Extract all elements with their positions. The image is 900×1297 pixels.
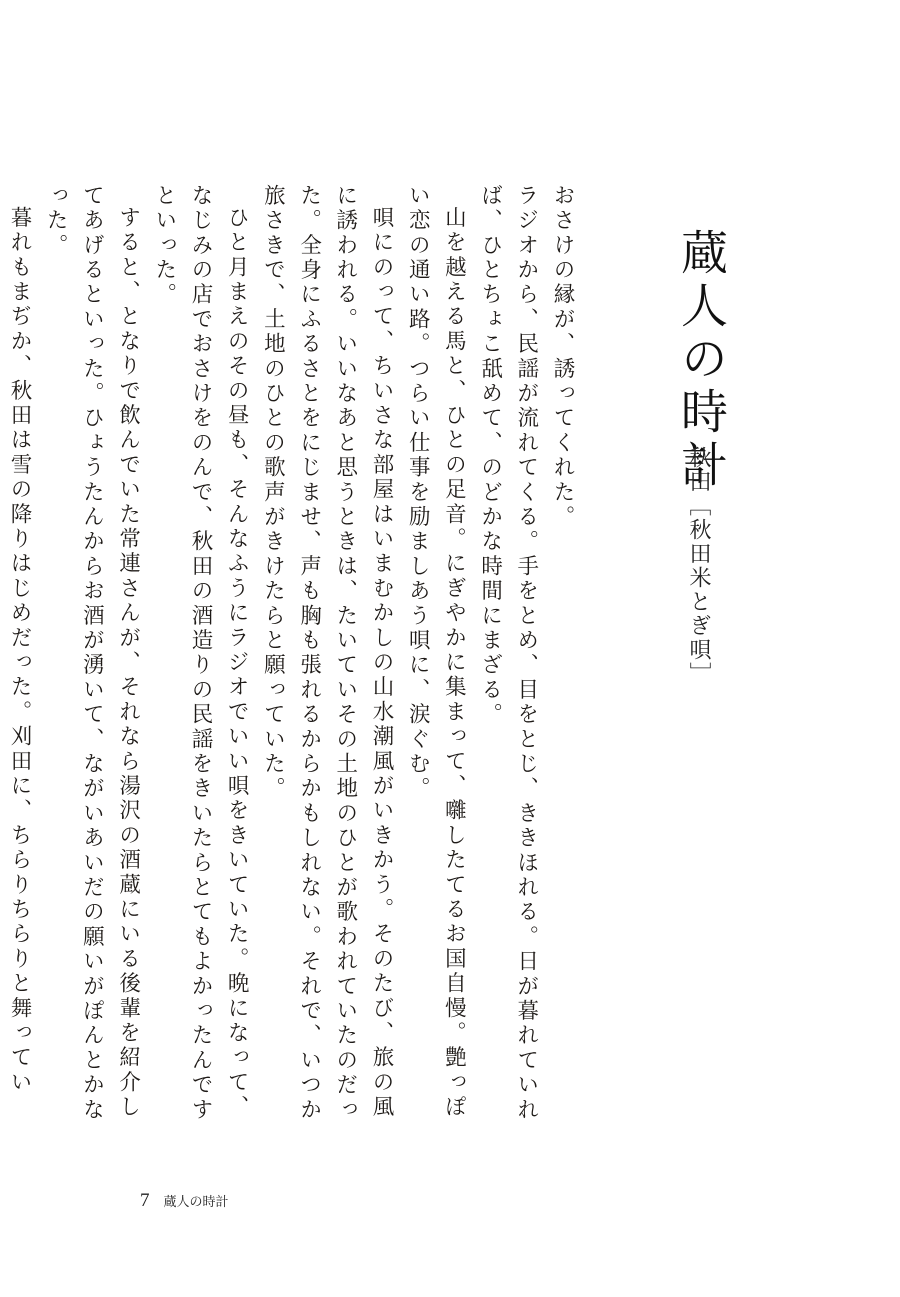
- page-number: 7: [140, 1190, 150, 1211]
- page-footer: [140, 1190, 229, 1214]
- body-text: [6, 184, 580, 1144]
- paragraph: 唄にのって、ちいさな部屋はいまむかしの山水潮風がいきかう。そのたび、旅の風に誘われる。いいなあと思うときは、たいていその土地のひとが歌われていたのだった。全身にふるさとをにじませ、声も胸も張れるからかもしれない。それで、いつか旅さきで、土地のひとの歌声がきけたらと願っていた。: [260, 184, 394, 1123]
- page-subtitle: 秋田［秋田米とぎ唄］: [686, 446, 711, 686]
- paragraph: 山を越える馬と、ひとの足音。にぎやかに集まって、囃したてるお国自慢。艶っぽい恋の通い路。つらい仕事を励ましあう唄に、涙ぐむ。: [405, 184, 467, 1120]
- paragraph: おさけの縁が、誘ってくれた。: [550, 184, 575, 530]
- paragraph: 暮れもまぢか、秋田は雪の降りはじめだった。刈田に、ちらりちらりと舞ってい: [6, 205, 32, 1095]
- paragraph: ラジオから、民謡が流れてくる。手をとめ、目をとじ、ききほれる。日が暮れていれば、ひとちょこ舐めて、のどかな時間にまざる。: [477, 184, 539, 1123]
- running-title: 蔵人の時計: [163, 1195, 229, 1210]
- page-title: 蔵人の時計: [673, 228, 728, 493]
- paragraph: ひと月まえのその昼も、そんなふうにラジオでいい唄をきいていた。晩になって、なじみの店でおさけをのんで、秋田の酒造りの民謡をきいたらとてもよかったんですといった。: [151, 184, 250, 1123]
- paragraph: すると、となりで飲んでいた常連さんが、それなら湯沢の酒蔵にいる後輩を紹介してあげるといった。ひょうたんからお酒が湧いて、ながいあいだの願いがぽんとかなった。: [43, 184, 141, 1123]
